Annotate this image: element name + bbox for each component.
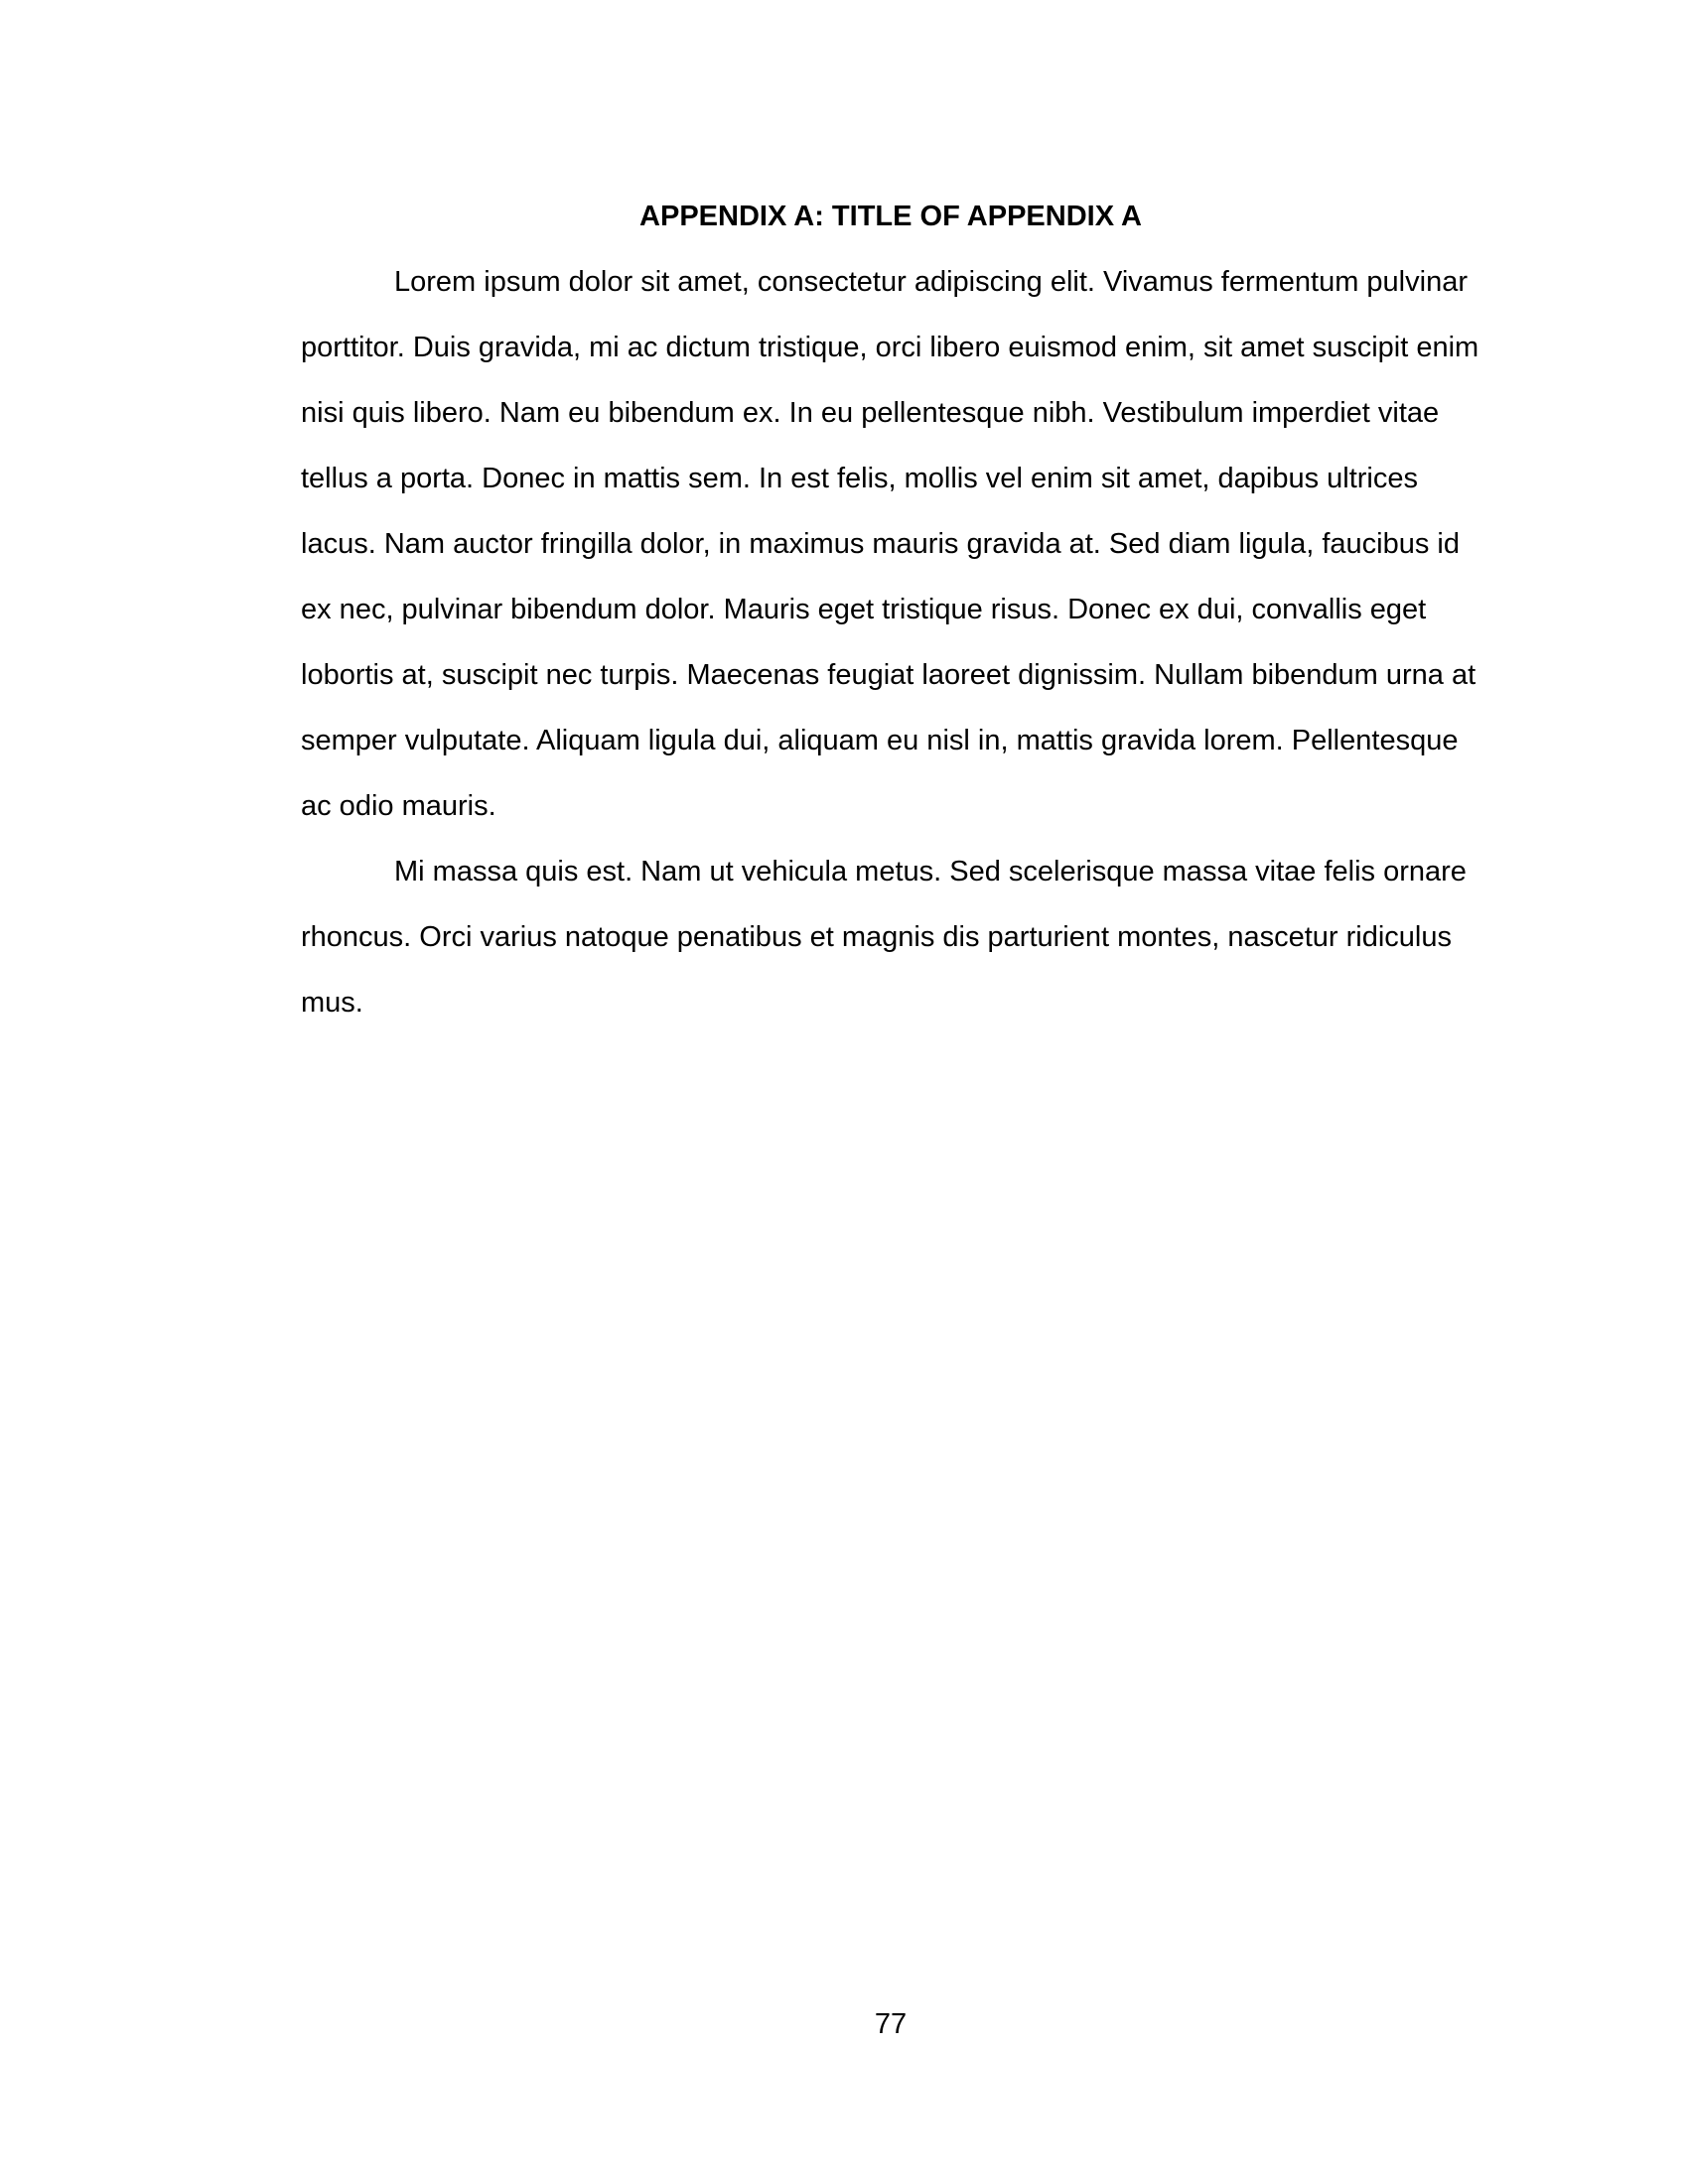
text-line: nisi quis libero. Nam eu bibendum ex. In eu pellentesque nibh. Vestibulum imperdiet vitae bbox=[301, 397, 1440, 429]
text-line: ac odio mauris. bbox=[301, 790, 496, 822]
appendix-content bbox=[301, 184, 1480, 1035]
text-line: Lorem ipsum dolor sit amet, consectetur adipiscing elit. Vivamus fermentum pulvinar bbox=[394, 266, 1468, 298]
text-line: rhoncus. Orci varius natoque penatibus et magnis dis parturient montes, nascetur ridiculus bbox=[301, 921, 1452, 953]
text-line: tellus a porta. Donec in mattis sem. In est felis, mollis vel enim sit amet, dapibus ultrices bbox=[301, 463, 1418, 494]
text-line: ex nec, pulvinar bibendum dolor. Mauris eget tristique risus. Donec ex dui, convallis eget bbox=[301, 594, 1427, 625]
appendix-title: APPENDIX A: TITLE OF APPENDIX A bbox=[639, 201, 1142, 232]
text-line: Mi massa quis est. Nam ut vehicula metus. Sed scelerisque massa vitae felis ornare bbox=[394, 856, 1467, 887]
page-number: 77 bbox=[874, 2008, 908, 2040]
paragraph-2 bbox=[301, 839, 1480, 1035]
text-line: porttitor. Duis gravida, mi ac dictum tristique, orci libero euismod enim, sit amet suscipit enim bbox=[301, 332, 1479, 363]
text-line: mus. bbox=[301, 987, 363, 1019]
text-line: lacus. Nam auctor fringilla dolor, in maximus mauris gravida at. Sed diam ligula, faucibus id bbox=[301, 528, 1460, 560]
text-line: semper vulputate. Aliquam ligula dui, aliquam eu nisl in, mattis gravida lorem. Pellentesque bbox=[301, 725, 1459, 756]
paragraph-1 bbox=[301, 249, 1480, 839]
text-line: lobortis at, suscipit nec turpis. Maecenas feugiat laoreet dignissim. Nullam bibendum urna at bbox=[301, 659, 1477, 691]
